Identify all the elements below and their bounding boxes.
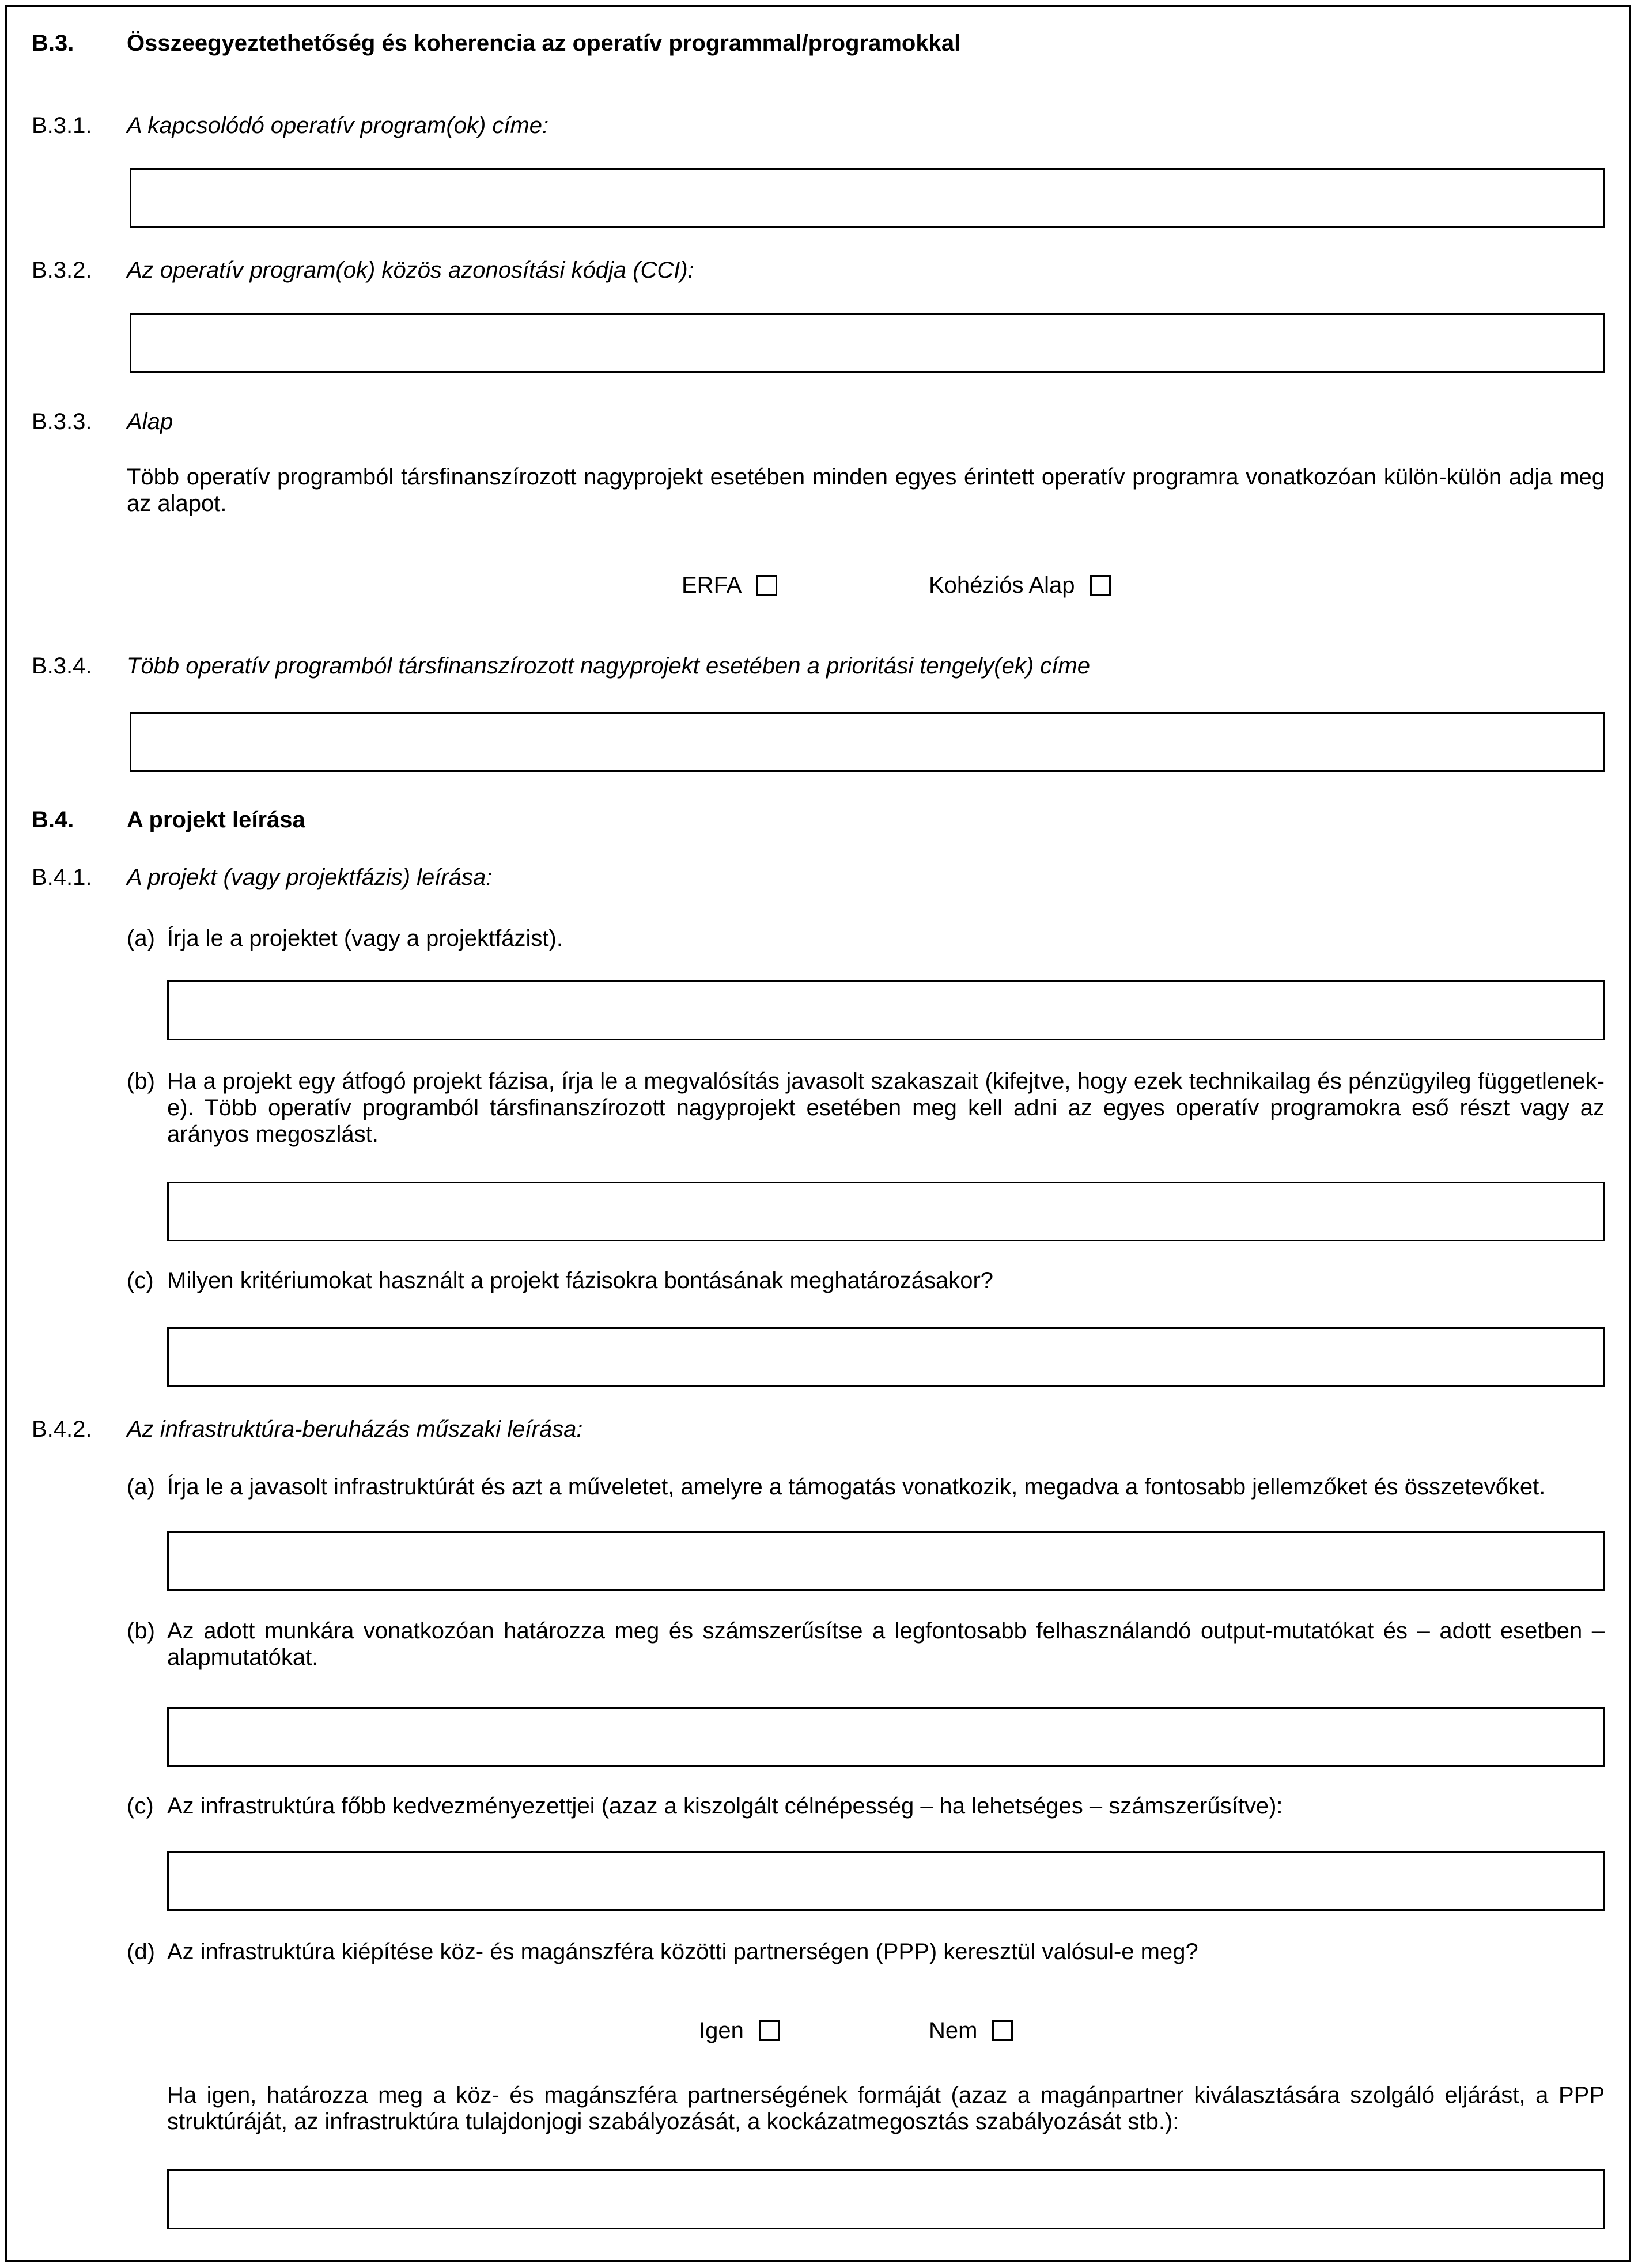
item-b41b-text: Ha a projekt egy átfogó projekt fázisa, írja le a megvalósítás javasolt szakaszait (kifejtve, hogy ezek technikailag és pénzügyileg függetlenek-e). Több operatív programból társfinanszírozott nagyprojekt esetében meg kell adni az egyes operatív programokra eső részt vagy az arányos megoszlást. [167, 1069, 1605, 1147]
erfa-checkbox[interactable] [756, 575, 777, 596]
item-b32-number: B.3.2. [32, 258, 92, 283]
option-cohesion-fund[interactable] [929, 572, 1111, 599]
item-b32-label: Az operatív program(ok) közös azonosítási kódja (CCI): [127, 258, 694, 283]
section-b4-number: B.4. [32, 807, 74, 832]
item-b41-number: B.4.1. [32, 865, 92, 890]
section-b4-title: A projekt leírása [127, 807, 305, 832]
project-phases-field[interactable] [167, 1182, 1605, 1241]
item-b34-number: B.3.4. [32, 653, 92, 679]
item-b33-label: Alap [127, 409, 173, 434]
item-b31-number: B.3.1. [32, 113, 92, 138]
item-b42c-marker: (c) [127, 1793, 154, 1819]
item-b41a-marker: (a) [127, 926, 155, 951]
option-yes[interactable] [699, 2017, 780, 2044]
item-b42a-marker: (a) [127, 1474, 155, 1500]
program-title-field[interactable] [130, 168, 1605, 228]
item-b34-label: Több operatív programból társfinanszírozott nagyprojekt esetében a prioritási tengely(ek) címe [127, 653, 1090, 679]
item-b41-label: A projekt (vagy projektfázis) leírása: [127, 865, 493, 890]
output-indicators-field[interactable] [167, 1707, 1605, 1767]
option-yes-label: Igen [699, 2018, 744, 2043]
item-b41c-marker: (c) [127, 1268, 154, 1293]
priority-axis-field[interactable] [130, 712, 1605, 772]
item-b41b-marker: (b) [127, 1069, 155, 1094]
option-erfa[interactable] [682, 572, 777, 599]
no-checkbox[interactable] [992, 2020, 1013, 2041]
item-b42a-text: Írja le a javasolt infrastruktúrát és azt a műveletet, amelyre a támogatás vonatkozik, megadva a fontosabb jellemzőket és összetevőket. [167, 1474, 1546, 1500]
ppp-followup-text: Ha igen, határozza meg a köz- és magánszféra partnerségének formáját (azaz a magánpartner kiválasztására szolgáló eljárást, a PPP struktúráját, az infrastruktúra tulajdonjogi szabályozását, a kockázatmegosztás szabályozását stb.): [167, 2083, 1605, 2134]
item-b42-label: Az infrastruktúra-beruházás műszaki leírása: [127, 1417, 583, 1442]
phase-criteria-field[interactable] [167, 1327, 1605, 1387]
item-b42b-text: Az adott munkára vonatkozóan határozza meg és számszerűsítse a legfontosabb felhasználandó output-mutatókat és – adott esetben – alapmutatókat. [167, 1618, 1605, 1670]
option-erfa-label: ERFA [682, 573, 742, 598]
section-b3-title: Összeegyeztethetőség és koherencia az operatív programmal/programokkal [127, 31, 961, 56]
cohesion-fund-checkbox[interactable] [1090, 575, 1111, 596]
item-b42b-marker: (b) [127, 1618, 155, 1644]
option-cohesion-fund-label: Kohéziós Alap [929, 573, 1075, 598]
yes-checkbox[interactable] [759, 2020, 780, 2041]
section-b3-number: B.3. [32, 31, 74, 56]
cci-code-field[interactable] [130, 313, 1605, 373]
item-b33-number: B.3.3. [32, 409, 92, 434]
item-b33-instruction: Több operatív programból társfinanszírozott nagyprojekt esetében minden egyes érintett operatív programra vonatkozóan külön-külön adja meg az alapot. [127, 464, 1605, 516]
item-b42-number: B.4.2. [32, 1417, 92, 1442]
infrastructure-description-field[interactable] [167, 1531, 1605, 1591]
option-no-label: Nem [929, 2018, 978, 2043]
project-description-field[interactable] [167, 980, 1605, 1040]
item-b42d-text: Az infrastruktúra kiépítése köz- és magánszféra közötti partnerségen (PPP) keresztül valósul-e meg? [167, 1939, 1198, 1964]
item-b42c-text: Az infrastruktúra főbb kedvezményezettjei (azaz a kiszolgált célnépesség – ha lehetséges – számszerűsítve): [167, 1793, 1283, 1819]
beneficiaries-field[interactable] [167, 1851, 1605, 1911]
ppp-form-field[interactable] [167, 2169, 1605, 2229]
item-b41c-text: Milyen kritériumokat használt a projekt fázisokra bontásának meghatározásakor? [167, 1268, 994, 1293]
item-b42d-marker: (d) [127, 1939, 155, 1964]
item-b31-label: A kapcsolódó operatív program(ok) címe: [127, 113, 549, 138]
item-b41a-text: Írja le a projektet (vagy a projektfázist). [167, 926, 563, 951]
option-no[interactable] [929, 2017, 1013, 2044]
